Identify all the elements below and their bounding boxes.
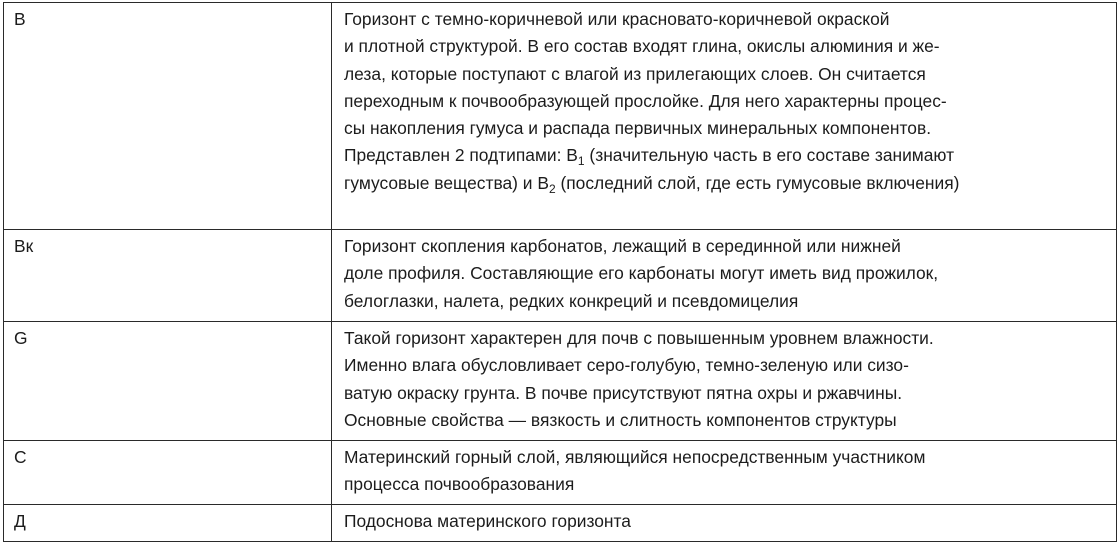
description-line	[344, 142, 1110, 169]
horizon-code-cell	[4, 230, 332, 322]
description-line	[344, 170, 1110, 197]
subscript-1: 1	[577, 154, 585, 169]
table-row	[4, 505, 1117, 542]
horizon-description-cell	[332, 441, 1117, 505]
subtype-text: Представлен 2 подтипами: В	[344, 145, 578, 166]
subtype-text: гумусовые вещества) и В	[344, 172, 549, 193]
horizon-description-cell	[332, 322, 1117, 441]
description-line: ватую окраску грунта. В почве присутствуют пятна охры и ржавчины.	[344, 382, 903, 403]
description-line: Основные свойства — вязкость и слитность компонентов структуры	[344, 409, 897, 430]
description-line: и плотной структурой. В его состав входят глина, окислы алюминия и же-	[344, 36, 940, 57]
horizon-code-cell	[4, 441, 332, 505]
horizon-code: В	[14, 9, 26, 29]
description-line: сы накопления гумуса и распада первичных минеральных компонентов.	[344, 118, 932, 139]
horizon-code: С	[14, 447, 27, 467]
horizon-code-cell	[4, 3, 332, 230]
subtype-text: (последний слой, где есть гумусовые включения)	[555, 172, 960, 193]
description-line: Подоснова материнского горизонта	[344, 511, 631, 531]
description-line: процесса почвообразования	[344, 474, 575, 495]
description-line: леза, которые поступают с влагой из прилегающих слоев. Он считается	[344, 63, 926, 84]
description-line: Материнский горный слой, являющийся непосредственным участником	[344, 447, 926, 467]
horizon-code: Вк	[14, 236, 34, 256]
table-row	[4, 441, 1117, 505]
soil-horizons-table	[3, 2, 1117, 542]
description-line: Именно влага обусловливает серо-голубую, темно-зеленую или сизо-	[344, 355, 909, 376]
horizon-code-cell	[4, 505, 332, 542]
description-line: Горизонт с темно-коричневой или красновато-коричневой окраской	[344, 9, 890, 29]
description-line: Такой горизонт характерен для почв с повышенным уровнем влажности.	[344, 328, 934, 348]
subscript-2: 2	[548, 181, 556, 196]
horizon-description-cell	[332, 505, 1117, 542]
description-line: переходным к почвообразующей прослойке. Для него характерны процес-	[344, 90, 947, 111]
horizon-description-cell	[332, 3, 1117, 230]
horizon-code: Д	[14, 511, 26, 531]
horizon-code-cell	[4, 322, 332, 441]
horizon-code: G	[14, 328, 28, 348]
table-row	[4, 230, 1117, 322]
description-line: Горизонт скопления карбонатов, лежащий в серединной или нижней	[344, 236, 901, 256]
description-line: белоглазки, налета, редких конкреций и псевдомицелия	[344, 290, 799, 311]
table-row	[4, 322, 1117, 441]
table-row	[4, 3, 1117, 230]
horizon-description-cell	[332, 230, 1117, 322]
description-line: доле профиля. Составляющие его карбонаты могут иметь вид прожилок,	[344, 263, 939, 284]
subtype-text: (значительную часть в его составе занимают	[584, 145, 955, 166]
